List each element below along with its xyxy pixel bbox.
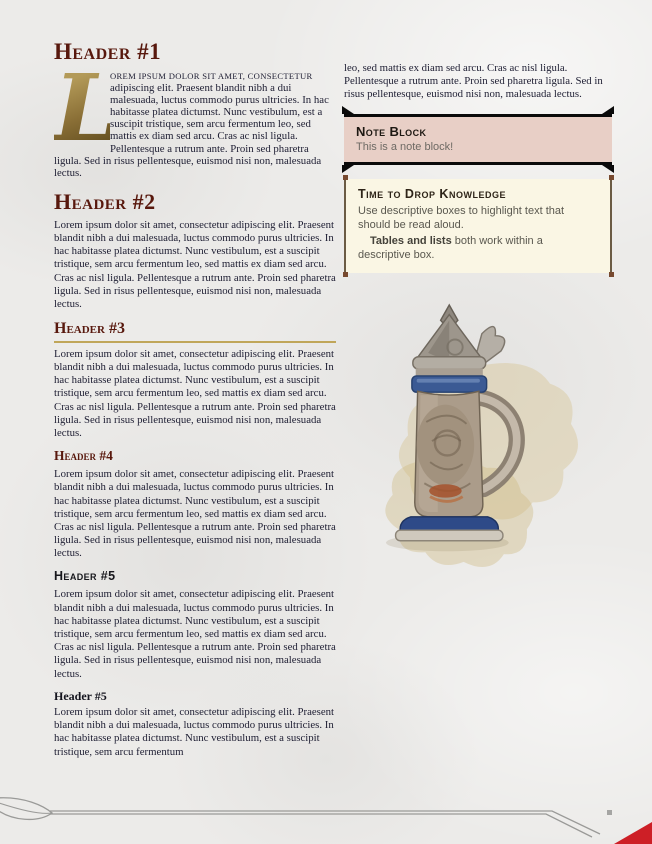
corner-dot-icon xyxy=(343,175,348,180)
beer-stein-image xyxy=(363,299,593,587)
header-5: Header #5 xyxy=(54,568,116,583)
header-3: Header #3 xyxy=(54,320,336,343)
ribbon-corner-icon xyxy=(602,106,614,114)
stein-orange-detail xyxy=(429,484,462,497)
stein-lid-rim xyxy=(413,356,486,368)
note-block-body: This is a note block! xyxy=(356,140,454,153)
corner-dot-icon xyxy=(609,175,614,180)
stein-foot xyxy=(396,530,503,541)
paragraph-2: Lorem ipsum dolor sit amet, consectetur adipiscing elit. Praesent blandit nibh a dui malesuada, luctus commodo purus ultricies. In hac habitasse platea dictumst. Nunc vestibulum, est a suscipit tristique, sem arcu fermentum leo, sed mattis ex diam sed arcu. Cras ac nisl ligula. Pellentesque a rutrum ante. Proin sed pharetra ligula. Sed in risus pellentesque, euismod nisi non, malesuada lectus. xyxy=(54,218,336,311)
beer-stein-illustration xyxy=(363,299,593,592)
header-1: Header #1 xyxy=(54,39,162,64)
stein-blue-band-highlight xyxy=(417,378,480,382)
paragraph-3: Lorem ipsum dolor sit amet, consectetur adipiscing elit. Praesent blandit nibh a dui malesuada, luctus commodo purus ultricies. In hac habitasse platea dictumst. Nunc vestibulum, est a suscipit tristique, sem arcu fermentum leo, sed mattis ex diam sed arcu. Cras ac nisl ligula. Pellentesque a rutrum ante. Proin sed pharetra ligula. Sed in risus pellentesque, euismod nisi non, malesuada lectus. xyxy=(54,347,336,440)
descriptive-box-line2 xyxy=(358,234,598,263)
lead-smallcaps-text: OREM IPSUM DOLOR SIT AMET, CONSECTETUR xyxy=(110,71,313,81)
header-2: Header #2 xyxy=(54,188,156,214)
ribbon-corner-icon xyxy=(602,165,614,173)
footer-flourish-icon xyxy=(0,798,52,820)
intro-paragraph xyxy=(54,54,336,179)
footer-square-dot xyxy=(607,810,612,815)
descriptive-box-line2-bold: Tables and lists xyxy=(370,234,452,247)
ornate-dropcap-letter: L xyxy=(54,54,119,162)
footer-ornament xyxy=(0,794,652,844)
descriptive-box xyxy=(344,179,612,273)
red-corner-triangle xyxy=(614,822,652,844)
stein-carving-panel xyxy=(417,404,475,485)
note-block-title: Note Block xyxy=(356,123,427,139)
ribbon-corner-icon xyxy=(342,106,354,114)
left-column xyxy=(54,40,336,768)
header-4: Header #4 xyxy=(54,448,113,464)
footer-rule-bottom xyxy=(50,814,592,837)
continuation-paragraph: leo, sed mattis ex diam sed arcu. Cras ac nisl ligula. Pellentesque a rutrum ante. Proin sed pharetra ligula. Sed in risus pellentesque, euismod nisi non, malesuada lectus. xyxy=(344,62,603,101)
note-block xyxy=(344,114,612,165)
descriptive-box-line2-rest: both work within a descriptive box. xyxy=(358,234,543,262)
descriptive-box-title: Time to Drop Knowledge xyxy=(358,186,506,201)
ribbon-corner-icon xyxy=(342,165,354,173)
corner-dot-icon xyxy=(609,272,614,277)
paragraph-4: Lorem ipsum dolor sit amet, consectetur adipiscing elit. Praesent blandit nibh a dui malesuada, luctus commodo purus ultricies. In hac habitasse platea dictumst. Nunc vestibulum, est a suscipit tristique, sem arcu fermentum leo, sed mattis ex diam sed arcu. Cras ac nisl ligula. Pellentesque a rutrum ante. Proin sed pharetra ligula. Sed in risus pellentesque, euismod nisi non, malesuada lectus. xyxy=(54,468,336,560)
intro-body-text: adipiscing elit. Praesent blandit nibh a dui malesuada, luctus commodo purus ultricies. In hac habitasse platea dictumst. Nunc vestibulum, est a suscipit tristique, sem arcu fermentum leo, sed mattis ex diam sed arcu. Cras ac nisl ligula. Pellentesque a rutrum ante. Proin sed pharetra ligula. Sed in risus pellentesque, euismod nisi non, malesuada lectus. xyxy=(54,82,329,179)
header-6-bold: Header #5 xyxy=(54,688,107,703)
descriptive-box-line1: Use descriptive boxes to highlight text that should be read aloud. xyxy=(358,204,565,232)
paragraph-6-truncated: Lorem ipsum dolor sit amet, consectetur adipiscing elit. Praesent blandit nibh a dui malesuada, luctus commodo purus ultricies. In hac habitasse platea dictumst. Nunc vestibulum, est a suscipit tristique, sem arcu fermentum xyxy=(54,705,335,758)
stein-blue-band-top xyxy=(412,376,487,392)
paragraph-5: Lorem ipsum dolor sit amet, consectetur adipiscing elit. Praesent blandit nibh a dui malesuada, luctus commodo purus ultricies. In hac habitasse platea dictumst. Nunc vestibulum, est a suscipit tristique, sem arcu fermentum leo, sed mattis ex diam sed arcu. Cras ac nisl ligula. Pellentesque a rutrum ante. Proin sed pharetra ligula. Sed in risus pellentesque, euismod nisi non, malesuada lectus. xyxy=(54,588,336,680)
right-column xyxy=(344,40,612,768)
corner-dot-icon xyxy=(343,272,348,277)
